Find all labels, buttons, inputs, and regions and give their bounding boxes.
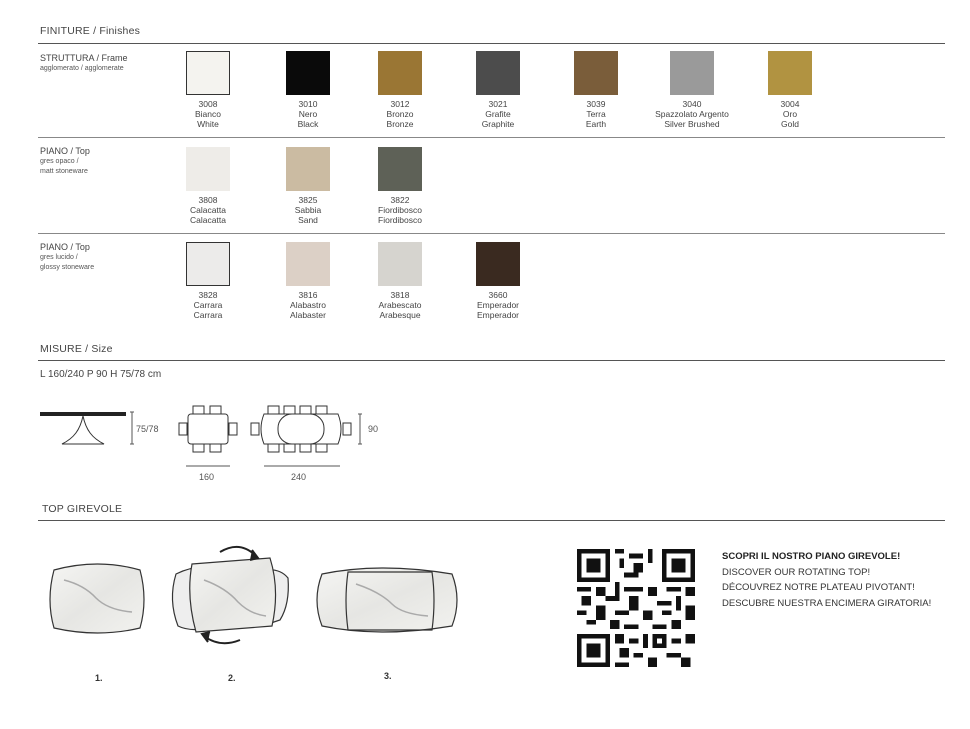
size-drawings bbox=[38, 400, 368, 470]
frame-group-title: STRUTTURA / Frame bbox=[40, 53, 128, 63]
step-2-table-icon bbox=[172, 558, 288, 632]
matt-top-group-title: PIANO / Top bbox=[40, 146, 90, 156]
finish-code: 3021 bbox=[488, 99, 508, 109]
finish-name-en: Calacatta bbox=[190, 215, 226, 225]
finish-code: 3010 bbox=[298, 99, 318, 109]
finish-swatch-3660[interactable] bbox=[458, 242, 538, 320]
finish-name-it: Arabescato bbox=[378, 300, 422, 310]
finishes-title: FINITURE / Finishes bbox=[40, 25, 141, 37]
finish-swatch-3004[interactable] bbox=[750, 51, 830, 129]
step-1-label: 1. bbox=[95, 673, 103, 683]
size-title: MISURE / Size bbox=[40, 343, 113, 355]
finish-chip bbox=[378, 242, 422, 286]
finish-name-en: Graphite bbox=[481, 119, 515, 129]
finish-name-it: Fiordibosco bbox=[378, 205, 422, 215]
finish-swatch-3008[interactable] bbox=[168, 51, 248, 129]
finish-name-it: Alabastro bbox=[290, 300, 326, 310]
finish-name-it: Sabbia bbox=[294, 205, 322, 215]
finish-code: 3039 bbox=[586, 99, 606, 109]
finish-code: 3012 bbox=[390, 99, 410, 109]
finish-name-en: Black bbox=[297, 119, 319, 129]
step-1-table-icon bbox=[50, 564, 144, 633]
promo-line-it: SCOPRI IL NOSTRO PIANO GIREVOLE! bbox=[722, 551, 901, 562]
finish-name-en: Fiordibosco bbox=[378, 215, 422, 225]
width-160-label: 160 bbox=[199, 472, 215, 482]
finish-name-it: Bianco bbox=[195, 109, 221, 119]
finish-chip bbox=[186, 242, 230, 286]
finish-name-en: Silver Brushed bbox=[664, 119, 720, 129]
finish-chip bbox=[186, 51, 230, 95]
finish-name-it: Carrara bbox=[193, 300, 223, 310]
finish-code: 3828 bbox=[198, 290, 218, 300]
finish-name-it: Spazzolato Argento bbox=[655, 109, 729, 119]
finish-swatch-3828[interactable] bbox=[168, 242, 248, 320]
finish-name-it: Grafite bbox=[485, 109, 511, 119]
table-160-top-view-icon bbox=[179, 406, 237, 452]
glossy-top-group-label bbox=[40, 242, 94, 273]
promo-line-en: DISCOVER OUR ROTATING TOP! bbox=[722, 566, 871, 578]
finish-name-it: Bronzo bbox=[386, 109, 414, 119]
table-240-top-view-icon bbox=[251, 406, 351, 452]
rotating-steps-drawing bbox=[40, 540, 470, 650]
finish-code: 3825 bbox=[298, 195, 318, 205]
size-measure: L 160/240 P 90 H 75/78 cm bbox=[40, 369, 162, 380]
group-divider bbox=[38, 137, 945, 138]
finish-code: 3822 bbox=[390, 195, 410, 205]
finish-chip bbox=[670, 51, 714, 95]
finish-swatch-3040[interactable] bbox=[652, 51, 732, 129]
matt-top-group-sub-2: matt stoneware bbox=[40, 168, 88, 175]
finish-name-it: Calacatta bbox=[190, 205, 226, 215]
size-divider bbox=[38, 360, 945, 361]
finish-chip bbox=[476, 51, 520, 95]
finish-swatch-3816[interactable] bbox=[268, 242, 348, 320]
finish-swatch-3808[interactable] bbox=[168, 147, 248, 225]
width-240-label: 240 bbox=[291, 472, 307, 482]
finish-name-en: Emperador bbox=[476, 310, 520, 320]
group-divider bbox=[38, 233, 945, 234]
height-label: 75/78 bbox=[136, 424, 159, 434]
finish-name-it: Oro bbox=[782, 109, 798, 119]
finish-name-en: Bronze bbox=[386, 119, 414, 129]
finish-code: 3660 bbox=[488, 290, 508, 300]
finish-chip bbox=[574, 51, 618, 95]
finish-name-en: Carrara bbox=[193, 310, 223, 320]
glossy-top-group-sub-1: gres lucido / bbox=[40, 254, 78, 261]
depth-label: 90 bbox=[368, 424, 379, 434]
finish-chip bbox=[476, 242, 520, 286]
matt-top-group-label bbox=[40, 146, 90, 177]
finish-name-en: Sand bbox=[298, 215, 318, 225]
finish-code: 3008 bbox=[198, 99, 218, 109]
qr-code-icon[interactable] bbox=[577, 549, 695, 667]
table-side-view-icon bbox=[40, 412, 126, 444]
finish-chip bbox=[286, 51, 330, 95]
step-2-label: 2. bbox=[228, 673, 236, 683]
promo-line-fr: DÉCOUVREZ NOTRE PLATEAU PIVOTANT! bbox=[722, 582, 915, 593]
finish-name-it: Emperador bbox=[476, 300, 520, 310]
finish-code: 3808 bbox=[198, 195, 218, 205]
finish-swatch-3818[interactable] bbox=[360, 242, 440, 320]
finish-name-en: Earth bbox=[585, 119, 607, 129]
finish-swatch-3039[interactable] bbox=[556, 51, 636, 129]
matt-top-group-sub-1: gres opaco / bbox=[40, 158, 79, 165]
finish-code: 3040 bbox=[682, 99, 702, 109]
step-3-table-icon bbox=[317, 568, 457, 632]
finishes-divider bbox=[38, 43, 945, 44]
finish-name-it: Nero bbox=[298, 109, 318, 119]
finish-chip bbox=[286, 147, 330, 191]
finish-code: 3004 bbox=[780, 99, 800, 109]
finish-chip bbox=[378, 147, 422, 191]
frame-group-sub: agglomerato / agglomerate bbox=[40, 65, 124, 72]
finish-name-en: White bbox=[197, 119, 219, 129]
finish-name-en: Gold bbox=[781, 119, 799, 129]
frame-group-label bbox=[40, 53, 128, 74]
finish-swatch-3012[interactable] bbox=[360, 51, 440, 129]
finish-swatch-3825[interactable] bbox=[268, 147, 348, 225]
finish-chip bbox=[378, 51, 422, 95]
rotating-title: TOP GIREVOLE bbox=[42, 503, 123, 515]
finish-code: 3816 bbox=[298, 290, 318, 300]
finish-chip bbox=[186, 147, 230, 191]
finish-swatch-3010[interactable] bbox=[268, 51, 348, 129]
step-3-label: 3. bbox=[384, 671, 392, 681]
finish-chip bbox=[768, 51, 812, 95]
rotating-top-promo bbox=[722, 549, 931, 611]
finish-swatch-3822[interactable] bbox=[360, 147, 440, 225]
finish-chip bbox=[286, 242, 330, 286]
finish-code: 3818 bbox=[390, 290, 410, 300]
glossy-top-group-sub-2: glossy stoneware bbox=[40, 264, 95, 271]
finish-name-it: Terra bbox=[586, 109, 606, 119]
promo-line-es: DESCUBRE NUESTRA ENCIMERA GIRATORIA! bbox=[722, 597, 932, 609]
finish-name-en: Alabaster bbox=[290, 310, 326, 320]
finish-swatch-3021[interactable] bbox=[458, 51, 538, 129]
rotating-divider bbox=[38, 520, 945, 521]
finish-name-en: Arabesque bbox=[379, 310, 421, 320]
glossy-top-group-title: PIANO / Top bbox=[40, 242, 90, 252]
